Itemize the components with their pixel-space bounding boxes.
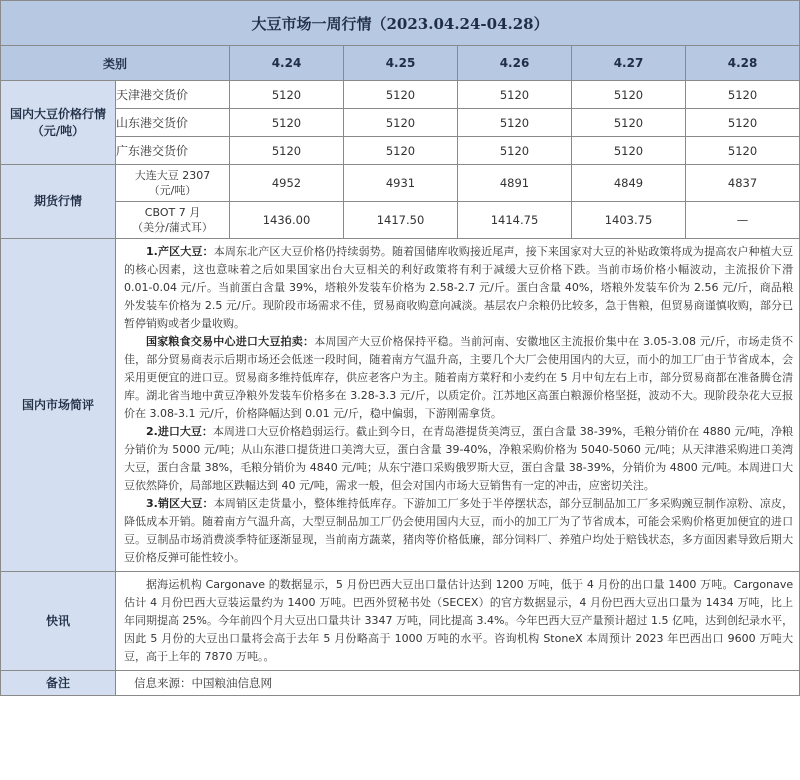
brief-text: 本周销区走货量小，整体维持低库存。下游加工厂多处于半停摆状态，部分豆制品加工厂多采购豌豆制作凉粉、凉皮，降低成本开销。随着南方气温升高，大型豆制品加工厂仍会使用国内大豆，而小的加工厂为了节省成本，可能会采购价格更加便宜的进口豆。豆制品市场消费淡季特征逐渐显现，当前南方蔬菜，猪肉等价格低廉，部分饲料厂、养殖户均处于赔钱状态，多方面因素导致后期大豆价格反弹可能性较小。 [124, 497, 794, 564]
brief-heading: 国家粮食交易中心进口大豆拍卖： [146, 335, 315, 348]
source-note: 信息来源：中国粮油信息网 [116, 671, 800, 696]
futures-label-line2: （元/吨） [148, 184, 197, 197]
date-header: 4.25 [344, 46, 458, 81]
futures-cell: — [686, 202, 800, 239]
date-header: 4.27 [572, 46, 686, 81]
news-category: 快讯 [1, 572, 116, 671]
price-cell: 5120 [230, 137, 344, 165]
price-cell: 5120 [572, 81, 686, 109]
market-brief [116, 239, 800, 572]
category-header: 类别 [1, 46, 230, 81]
brief-text: 本周国产大豆价格保持平稳。当前河南、安徽地区主流报价集中在 3.05-3.08 元/斤，市场走货不佳，部分贸易商表示后期市场还会低迷一段时间，随着南方气温升高，主要几个大厂会使用国内的大豆，而小的加工厂由于节省成本，会采用更便宜的进口豆。贸易商多维持低库存，供应老客户为主。随着南方菜籽和小麦约在 5 月中旬左右上市，部分贸易商都在准备腾仓清库。湖北省当地中黄豆净粮外发装车价格多在 3.28-3.3 元/斤，以质定价。江苏地区高蛋白粮源价格坚挺，波动不大。现阶段杂花大豆报价在 3.08-3.1 元/斤，价格降幅达到 0.01 元/斤，稳中偏弱，下游刚需拿货。 [124, 335, 794, 420]
futures-cell: 4891 [458, 165, 572, 202]
remarks-category: 备注 [1, 671, 116, 696]
futures-row-label [116, 202, 230, 239]
price-cell: 5120 [686, 109, 800, 137]
price-cell: 5120 [572, 109, 686, 137]
price-cell: 5120 [344, 137, 458, 165]
futures-cell: 1436.00 [230, 202, 344, 239]
futures-category: 期货行情 [1, 165, 116, 239]
price-cell: 5120 [686, 81, 800, 109]
date-header: 4.28 [686, 46, 800, 81]
price-cell: 5120 [458, 137, 572, 165]
domestic-price-category: 国内大豆价格行情（元/吨） [1, 81, 116, 165]
price-cell: 5120 [230, 109, 344, 137]
futures-label-line2: （美分/蒲式耳） [132, 221, 213, 234]
futures-cell: 4849 [572, 165, 686, 202]
price-cell: 5120 [686, 137, 800, 165]
brief-heading: 3.销区大豆： [146, 497, 214, 510]
price-cell: 5120 [344, 81, 458, 109]
futures-cell: 1417.50 [344, 202, 458, 239]
report-title: 大豆市场一周行情（2023.04.24-04.28） [1, 1, 800, 46]
brief-paragraph [124, 243, 793, 333]
brief-text: 本周东北产区大豆价格仍持续弱势。随着国储库收购接近尾声，接下来国家对大豆的补贴政策将成为提高农户种植大豆的核心因素，这也意味着之后如果国家出台大豆相关的利好政策将有利于减缓大豆价格下跌。当前市场价格小幅波动，主流报价下滑 0.01-0.04 元/斤。当前蛋白含量 39%，塔粮外发装车价格为 2.58-2.7 元/斤。蛋白含量 40%，塔粮外发装车价为 2.56 元/斤，商品粮外发装车价格为 2.5 元/斤。现阶段市场需求不佳，贸易商收购意向减淡。基层农户余粮仍比较多，急于售粮，但贸易商谨慎收购，部分已暂停销购或者少量收购。 [124, 245, 794, 330]
brief-paragraph [124, 495, 793, 567]
news-cell [116, 572, 800, 671]
price-row-label: 天津港交货价 [116, 81, 230, 109]
futures-label-line1: 大连大豆 2307 [134, 169, 211, 182]
futures-cell: 4952 [230, 165, 344, 202]
futures-cell: 4931 [344, 165, 458, 202]
price-cell: 5120 [572, 137, 686, 165]
futures-cell: 4837 [686, 165, 800, 202]
brief-text: 本周进口大豆价格趋弱运行。截止到今日，在青岛港提货美湾豆，蛋白含量 38-39%，毛粮分销价在 4880 元/吨，净粮分销价为 5000 元/吨；从山东港口提货进口美湾大豆，蛋白含量 39-40%，净粮采购价格为 5040-5060 元/吨；从天津港采购进口美湾大豆，蛋白含量 38%，毛粮分销价为 4840 元/吨；从东宁港口采购俄罗斯大豆，蛋白含量 38-39%，分销价为 4800 元/吨。本周进口大豆依然降价，局部地区跌幅达到 40 元/吨，需求一般，但会对国内市场大豆销售有一定的冲击，应密切关注。 [124, 425, 794, 492]
futures-row-label [116, 165, 230, 202]
price-cell: 5120 [458, 81, 572, 109]
futures-cell: 1403.75 [572, 202, 686, 239]
brief-heading: 2.进口大豆： [146, 425, 213, 438]
price-cell: 5120 [344, 109, 458, 137]
futures-label-line1: CBOT 7 月 [144, 206, 201, 219]
date-header: 4.24 [230, 46, 344, 81]
brief-heading: 1.产区大豆： [146, 245, 214, 258]
brief-paragraph [124, 423, 793, 495]
date-header: 4.26 [458, 46, 572, 81]
price-row-label: 山东港交货价 [116, 109, 230, 137]
brief-paragraph [124, 333, 793, 423]
price-cell: 5120 [458, 109, 572, 137]
futures-cell: 1414.75 [458, 202, 572, 239]
price-cell: 5120 [230, 81, 344, 109]
price-row-label: 广东港交货价 [116, 137, 230, 165]
brief-category: 国内市场简评 [1, 239, 116, 572]
news-text: 据海运机构 Cargonave 的数据显示，5 月份巴西大豆出口量估计达到 1200 万吨，低于 4 月份的出口量 1400 万吨。Cargonave 估计 4 月份巴西大豆装运量约为 1400 万吨。巴西外贸秘书处（SECEX）的官方数据显示，4 月份巴西大豆出口量为 1434 万吨，比上年同期提高 25%。今年前四个月大豆出口量共计 3347 万吨，同比提高 3.4%。今年巴西大豆产量预计超过 1.5 亿吨，达到创纪录水平，因此 5 月份的大豆出口量将会高于去年 5 月份略高于 1000 万吨的水平。咨询机构 StoneX 本周预计 2023 年巴西出口 9600 万吨大豆，高于上年的 7870 万吨。。 [124, 578, 794, 663]
